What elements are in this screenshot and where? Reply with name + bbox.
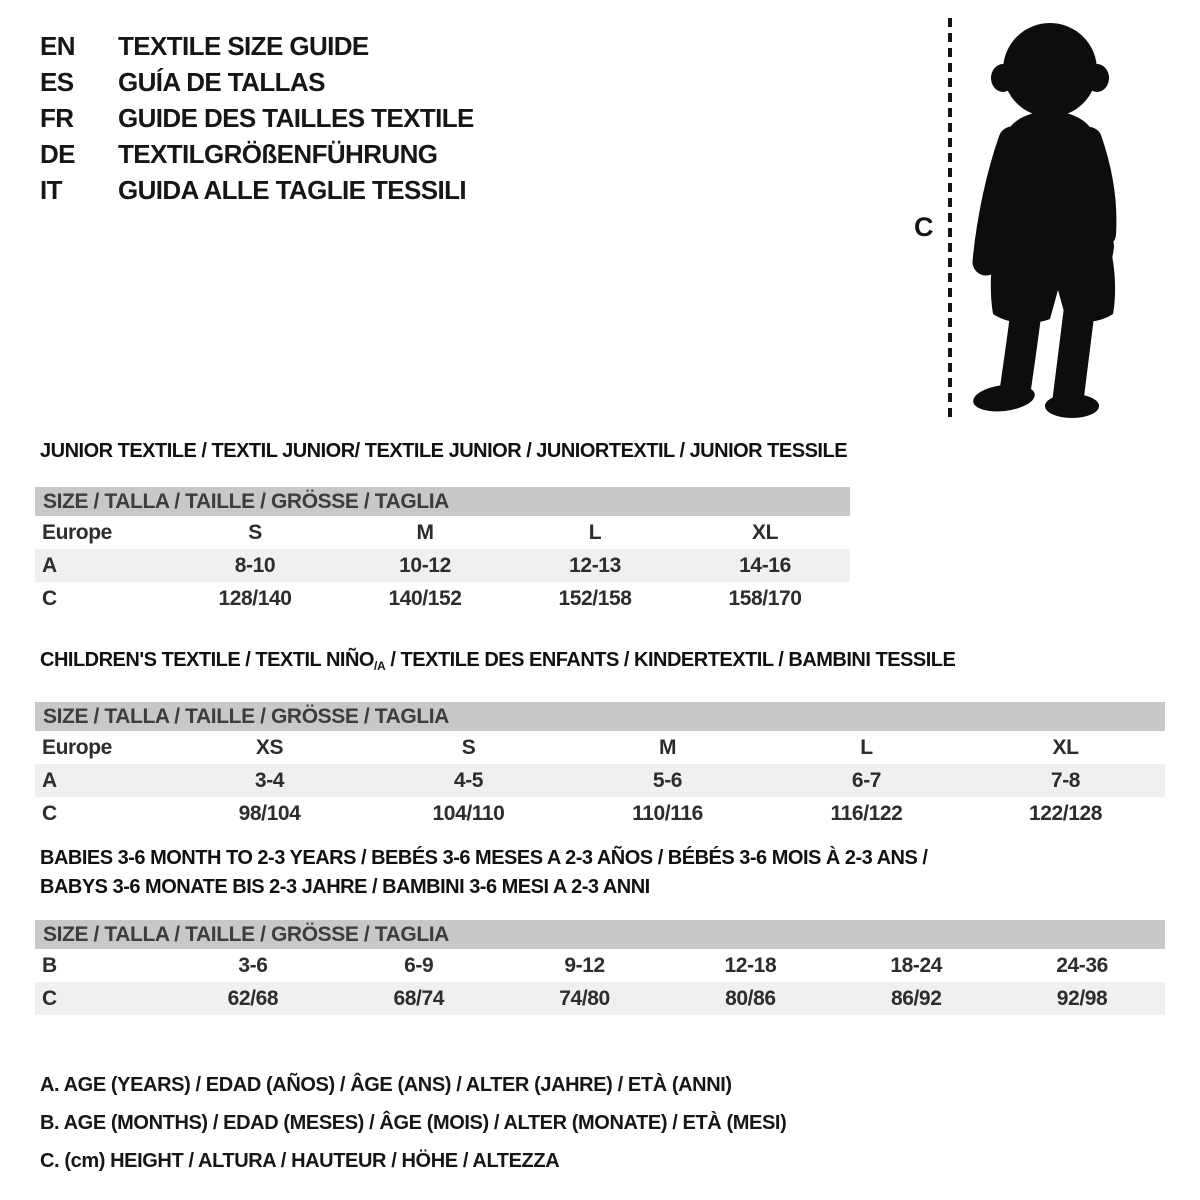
table-row: [35, 949, 1165, 982]
junior-size-table: [35, 516, 850, 615]
table-cell: 98/104: [238, 801, 301, 825]
guide-title: TEXTILGRÖßENFÜHRUNG: [118, 138, 438, 169]
table-row-label: B: [42, 953, 57, 977]
table-cell: 3-6: [238, 953, 268, 977]
table-row: [35, 731, 1165, 764]
language-code: IT: [40, 174, 62, 205]
children-section-heading: [35, 646, 1165, 681]
table-cell: XL: [1052, 735, 1079, 759]
table-row: [35, 549, 850, 582]
toddler-silhouette-icon: [962, 14, 1140, 420]
table-cell: 6-7: [851, 768, 882, 792]
table-cell: 152/158: [558, 586, 632, 610]
table-cell: 128/140: [218, 586, 292, 610]
legend-line-b: B. AGE (MONTHS) / EDAD (MESES) / ÂGE (MOIS) / ALTER (MONATE) / ETÀ (MESI): [40, 1111, 787, 1134]
table-row-label: C: [42, 801, 57, 825]
table-cell: 80/86: [725, 986, 776, 1010]
babies-size-table: [35, 949, 1165, 1015]
table-cell: 4-5: [453, 768, 484, 792]
table-cell: 68/74: [393, 986, 445, 1010]
size-table-header: SIZE / TALLA / TAILLE / GRÖSSE / TAGLIA: [35, 920, 1165, 949]
table-cell: M: [416, 520, 434, 544]
table-cell: 62/68: [227, 986, 279, 1010]
table-row-label: Europe: [42, 520, 112, 544]
language-code: DE: [40, 138, 75, 169]
table-cell: 116/122: [830, 801, 903, 825]
table-cell: S: [461, 735, 476, 759]
legend-line-c: C. (cm) HEIGHT / ALTURA / HAUTEUR / HÖHE / ALTEZZA: [40, 1149, 560, 1172]
size-table-header: SIZE / TALLA / TAILLE / GRÖSSE / TAGLIA: [35, 487, 850, 516]
table-cell: 12-18: [724, 953, 777, 977]
height-measure-label: C: [914, 212, 934, 242]
language-code: EN: [40, 30, 75, 61]
language-row-en: [40, 28, 474, 64]
table-cell: 110/116: [632, 801, 703, 825]
height-measure-figure: [880, 0, 1200, 440]
heading-text: / TEXTILE DES ENFANTS / KINDERTEXTIL / BAMBINI TESSILE: [385, 649, 956, 671]
table-cell: 14-16: [739, 553, 791, 577]
table-cell: 9-12: [564, 953, 605, 977]
size-table-header: SIZE / TALLA / TAILLE / GRÖSSE / TAGLIA: [35, 702, 1165, 731]
table-row-label: C: [42, 986, 57, 1010]
children-textile-section: [35, 646, 1165, 830]
junior-section-heading: JUNIOR TEXTILE / TEXTIL JUNIOR/ TEXTILE JUNIOR / JUNIORTEXTIL / JUNIOR TESSILE: [40, 440, 848, 462]
table-cell: 12-13: [569, 553, 621, 577]
table-cell: 158/170: [728, 586, 802, 610]
language-row-fr: [40, 100, 474, 136]
table-cell: 104/110: [432, 801, 505, 825]
children-size-table: [35, 731, 1165, 830]
table-cell: 86/92: [890, 986, 942, 1010]
language-row-de: [40, 136, 474, 172]
legend-line-a: A. AGE (YEARS) / EDAD (AÑOS) / ÂGE (ANS) / ALTER (JAHRE) / ETÀ (ANNI): [40, 1073, 732, 1096]
table-row: [35, 516, 850, 549]
language-title-list: [40, 28, 474, 208]
table-cell: 122/128: [1028, 801, 1103, 825]
language-code: FR: [40, 102, 74, 133]
table-cell: S: [248, 520, 262, 544]
table-row: [35, 582, 850, 615]
table-row: [35, 982, 1165, 1015]
babies-section-heading: [35, 844, 1165, 902]
table-cell: 18-24: [890, 953, 943, 977]
table-cell: 10-12: [399, 553, 451, 577]
heading-subscript: /A: [373, 659, 386, 673]
table-row-label: C: [42, 586, 57, 610]
table-cell: M: [658, 735, 677, 759]
guide-title: GUIDE DES TAILLES TEXTILE: [118, 102, 474, 133]
table-cell: 140/152: [388, 586, 462, 610]
table-row: [35, 797, 1165, 830]
heading-line-1: BABIES 3-6 MONTH TO 2-3 YEARS / BEBÉS 3-6 MESES A 2-3 AÑOS / BÉBÉS 3-6 MOIS À 2-3 ANS /: [40, 847, 928, 869]
table-cell: 6-9: [404, 953, 434, 977]
table-cell: 7-8: [1050, 768, 1081, 792]
measurement-legend: [40, 1066, 786, 1180]
table-row-label: A: [42, 553, 57, 577]
table-cell: L: [588, 520, 602, 544]
table-row-label: Europe: [42, 735, 112, 759]
heading-text: CHILDREN'S TEXTILE / TEXTIL NIÑO: [40, 649, 374, 671]
table-cell: 74/80: [559, 986, 610, 1010]
language-code: ES: [40, 66, 74, 97]
table-cell: XL: [751, 520, 779, 544]
table-cell: XS: [255, 735, 284, 759]
table-row-label: A: [42, 768, 57, 792]
table-cell: 92/98: [1056, 986, 1108, 1010]
table-cell: L: [860, 735, 873, 759]
table-cell: 24-36: [1056, 953, 1108, 977]
guide-title: GUIDA ALLE TAGLIE TESSILI: [118, 174, 467, 205]
language-row-it: [40, 172, 474, 208]
heading-line-2: BABYS 3-6 MONATE BIS 2-3 JAHRE / BAMBINI 3-6 MESI A 2-3 ANNI: [40, 876, 650, 898]
table-cell: 5-6: [652, 768, 683, 792]
guide-title: GUÍA DE TALLAS: [118, 66, 325, 97]
language-row-es: [40, 64, 474, 100]
guide-title: TEXTILE SIZE GUIDE: [118, 30, 369, 61]
babies-textile-section: [35, 844, 1165, 1015]
height-dashed-line: [948, 18, 952, 418]
table-cell: 3-4: [254, 768, 285, 792]
table-row: [35, 764, 1165, 797]
table-cell: 8-10: [234, 553, 276, 577]
junior-textile-section: [35, 437, 850, 615]
